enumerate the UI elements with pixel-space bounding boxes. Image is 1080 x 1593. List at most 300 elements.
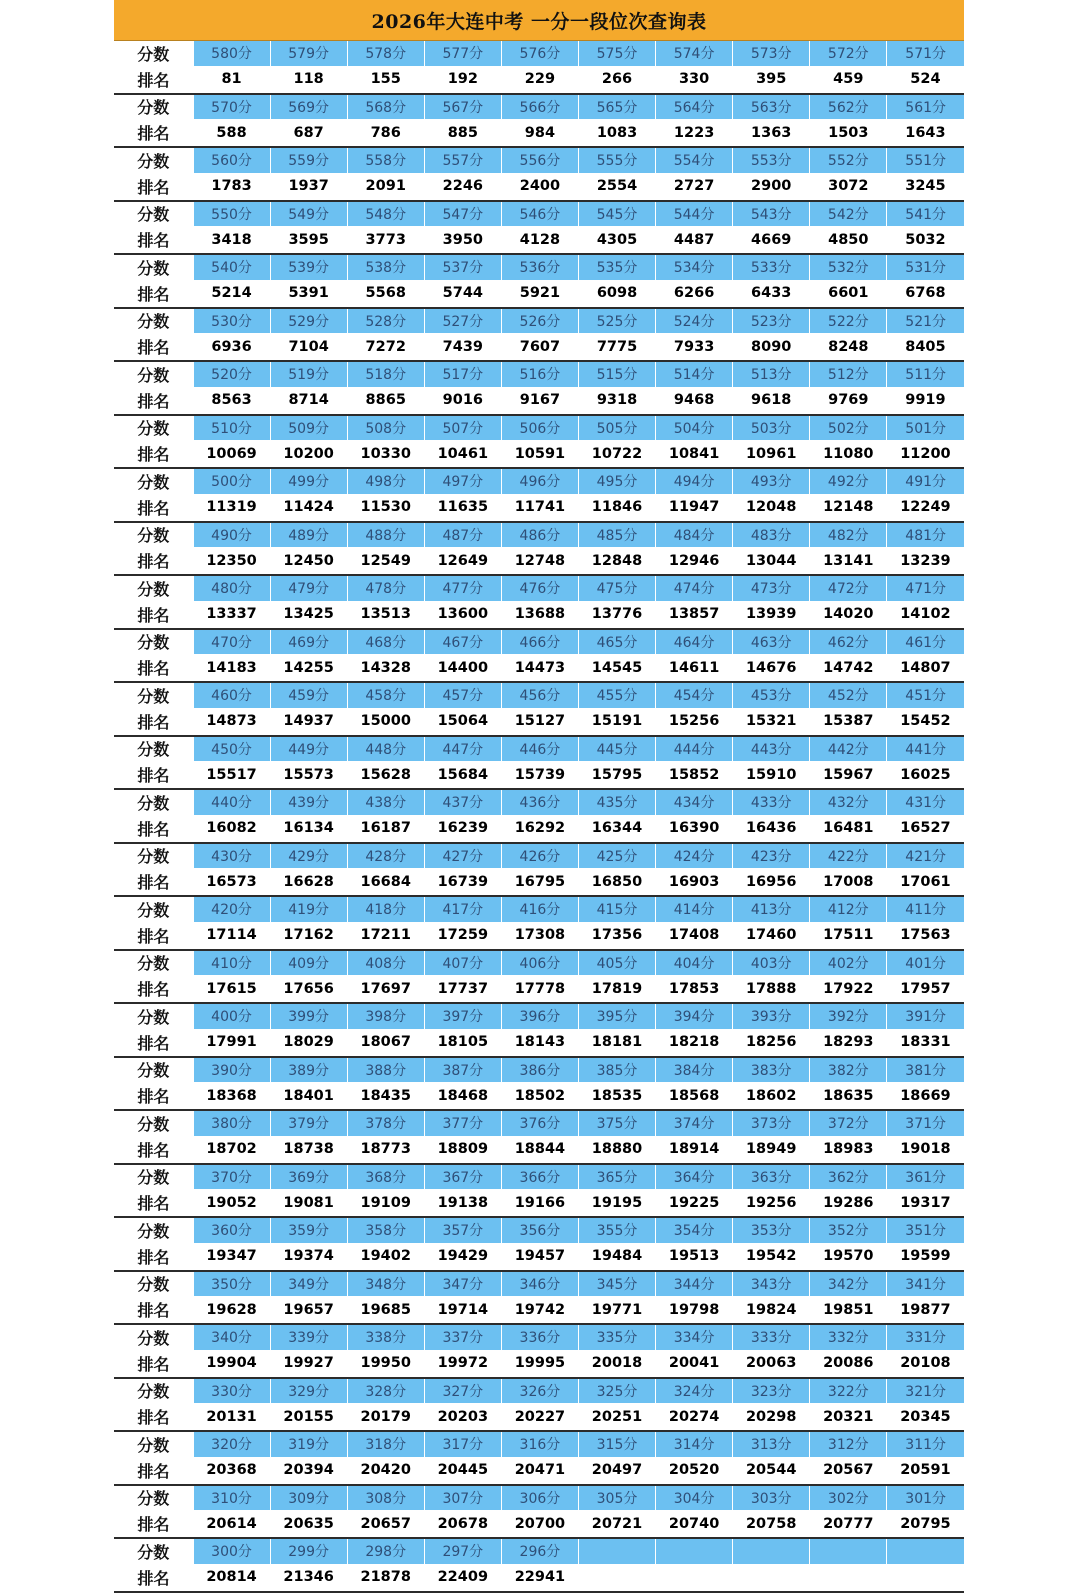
score-row — [114, 1485, 964, 1511]
rank-row — [114, 1189, 964, 1217]
score-cell: 499分 — [270, 468, 347, 494]
score-cell: 492分 — [810, 468, 887, 494]
rank-cell: 2246 — [424, 173, 501, 201]
score-cell: 545分 — [578, 201, 655, 227]
rank-cell: 16082 — [193, 815, 270, 843]
score-row-label: 分数 — [114, 1057, 193, 1083]
score-cell: 377分 — [424, 1110, 501, 1136]
score-cell: 403分 — [733, 950, 810, 976]
rank-cell: 15628 — [347, 761, 424, 789]
score-cell: 404分 — [656, 950, 733, 976]
score-row — [114, 1057, 964, 1083]
score-cell: 412分 — [810, 896, 887, 922]
score-cell: 546分 — [501, 201, 578, 227]
rank-row-label: 排名 — [114, 1189, 193, 1217]
rank-row — [114, 119, 964, 147]
rank-cell: 10461 — [424, 440, 501, 468]
rank-cell: 19081 — [270, 1189, 347, 1217]
rank-cell: 12450 — [270, 547, 347, 575]
score-cell: 491分 — [887, 468, 964, 494]
score-cell: 427分 — [424, 843, 501, 869]
score-cell: 479分 — [270, 575, 347, 601]
score-cell: 527分 — [424, 308, 501, 334]
score-row — [114, 1538, 964, 1564]
score-cell: 309分 — [270, 1485, 347, 1511]
rank-cell: 18809 — [424, 1136, 501, 1164]
rank-cell: 10841 — [656, 440, 733, 468]
score-cell: 338分 — [347, 1324, 424, 1350]
rank-cell: 3072 — [810, 173, 887, 201]
rank-cell: 8405 — [887, 333, 964, 361]
rank-cell: 17656 — [270, 975, 347, 1003]
score-cell: 325分 — [578, 1378, 655, 1404]
rank-cell: 6768 — [887, 280, 964, 308]
score-row-label: 分数 — [114, 1110, 193, 1136]
score-row — [114, 94, 964, 120]
score-cell: 472分 — [810, 575, 887, 601]
score-cell: 297分 — [424, 1538, 501, 1564]
score-cell: 298分 — [347, 1538, 424, 1564]
score-cell: 300分 — [193, 1538, 270, 1564]
rank-cell: 19972 — [424, 1350, 501, 1378]
score-cell: 579分 — [270, 41, 347, 66]
score-cell: 572分 — [810, 41, 887, 66]
rank-cell: 20298 — [733, 1403, 810, 1431]
score-cell: 304分 — [656, 1485, 733, 1511]
score-row — [114, 896, 964, 922]
score-rank-sheet — [114, 0, 964, 1593]
rank-cell: 11530 — [347, 494, 424, 522]
score-row-label: 分数 — [114, 950, 193, 976]
rank-row — [114, 1029, 964, 1057]
score-cell: 430分 — [193, 843, 270, 869]
score-cell: 559分 — [270, 147, 347, 173]
rank-cell: 19742 — [501, 1296, 578, 1324]
score-cell: 556分 — [501, 147, 578, 173]
score-cell: 562分 — [810, 94, 887, 120]
rank-cell: 524 — [887, 66, 964, 94]
rank-cell: 19628 — [193, 1296, 270, 1324]
table-body — [114, 41, 964, 1592]
score-cell: 505分 — [578, 415, 655, 441]
rank-row — [114, 1510, 964, 1538]
score-cell: 454分 — [656, 682, 733, 708]
score-cell: 518分 — [347, 361, 424, 387]
rank-cell: 18635 — [810, 1082, 887, 1110]
score-cell: 478分 — [347, 575, 424, 601]
score-row — [114, 682, 964, 708]
score-cell: 354分 — [656, 1217, 733, 1243]
rank-cell: 15517 — [193, 761, 270, 789]
score-row-label: 分数 — [114, 896, 193, 922]
rank-cell: 17460 — [733, 922, 810, 950]
score-cell: 465分 — [578, 629, 655, 655]
score-cell: 383分 — [733, 1057, 810, 1083]
rank-cell: 16795 — [501, 868, 578, 896]
score-cell: 372分 — [810, 1110, 887, 1136]
score-cell — [578, 1538, 655, 1564]
rank-row — [114, 1136, 964, 1164]
score-cell: 533分 — [733, 254, 810, 280]
rank-cell: 18535 — [578, 1082, 655, 1110]
rank-cell: 15000 — [347, 708, 424, 736]
rank-cell: 81 — [193, 66, 270, 94]
rank-cell: 3245 — [887, 173, 964, 201]
rank-cell: 16628 — [270, 868, 347, 896]
score-row — [114, 254, 964, 280]
rank-row — [114, 440, 964, 468]
rank-cell: 20321 — [810, 1403, 887, 1431]
score-row-label: 分数 — [114, 1485, 193, 1511]
score-cell: 540分 — [193, 254, 270, 280]
score-cell: 498分 — [347, 468, 424, 494]
score-cell: 326分 — [501, 1378, 578, 1404]
rank-cell: 19851 — [810, 1296, 887, 1324]
score-cell: 321分 — [887, 1378, 964, 1404]
rank-cell: 20345 — [887, 1403, 964, 1431]
rank-cell: 1223 — [656, 119, 733, 147]
score-cell: 506分 — [501, 415, 578, 441]
rank-cell: 16481 — [810, 815, 887, 843]
rank-cell: 12148 — [810, 494, 887, 522]
score-cell: 486分 — [501, 522, 578, 548]
score-cell: 353分 — [733, 1217, 810, 1243]
rank-cell: 16573 — [193, 868, 270, 896]
rank-cell: 13425 — [270, 601, 347, 629]
rank-cell: 984 — [501, 119, 578, 147]
rank-row — [114, 1082, 964, 1110]
rank-cell: 19166 — [501, 1189, 578, 1217]
rank-cell: 18669 — [887, 1082, 964, 1110]
score-cell: 387分 — [424, 1057, 501, 1083]
score-row — [114, 629, 964, 655]
rank-cell: 3950 — [424, 226, 501, 254]
score-cell: 500分 — [193, 468, 270, 494]
rank-row — [114, 922, 964, 950]
score-cell: 306分 — [501, 1485, 578, 1511]
rank-cell: 2554 — [578, 173, 655, 201]
score-cell: 296分 — [501, 1538, 578, 1564]
rank-cell: 11635 — [424, 494, 501, 522]
score-cell: 522分 — [810, 308, 887, 334]
rank-cell: 4487 — [656, 226, 733, 254]
rank-cell: 17114 — [193, 922, 270, 950]
rank-cell: 22409 — [424, 1564, 501, 1592]
score-cell: 574分 — [656, 41, 733, 66]
score-cell: 339分 — [270, 1324, 347, 1350]
score-cell: 504分 — [656, 415, 733, 441]
score-cell: 477分 — [424, 575, 501, 601]
rank-cell: 11947 — [656, 494, 733, 522]
rank-cell: 14102 — [887, 601, 964, 629]
rank-cell: 18880 — [578, 1136, 655, 1164]
score-cell: 336分 — [501, 1324, 578, 1350]
rank-cell: 8714 — [270, 387, 347, 415]
score-cell: 343分 — [733, 1271, 810, 1297]
score-cell: 553分 — [733, 147, 810, 173]
rank-cell: 12048 — [733, 494, 810, 522]
score-cell: 536分 — [501, 254, 578, 280]
score-row — [114, 843, 964, 869]
score-cell: 558分 — [347, 147, 424, 173]
score-cell: 485分 — [578, 522, 655, 548]
rank-cell: 588 — [193, 119, 270, 147]
score-row — [114, 1431, 964, 1457]
score-cell: 440分 — [193, 789, 270, 815]
score-cell: 507分 — [424, 415, 501, 441]
score-cell: 411分 — [887, 896, 964, 922]
score-cell: 305分 — [578, 1485, 655, 1511]
rank-cell: 12946 — [656, 547, 733, 575]
rank-cell: 16436 — [733, 815, 810, 843]
rank-cell: 20740 — [656, 1510, 733, 1538]
rank-cell: 20591 — [887, 1457, 964, 1485]
score-cell: 344分 — [656, 1271, 733, 1297]
score-row — [114, 1324, 964, 1350]
rank-row — [114, 975, 964, 1003]
score-cell: 513分 — [733, 361, 810, 387]
score-cell: 312分 — [810, 1431, 887, 1457]
rank-cell: 20155 — [270, 1403, 347, 1431]
rank-cell: 13337 — [193, 601, 270, 629]
rank-cell: 19570 — [810, 1243, 887, 1271]
score-cell: 470分 — [193, 629, 270, 655]
rank-cell: 1643 — [887, 119, 964, 147]
rank-cell: 20203 — [424, 1403, 501, 1431]
rank-cell: 5032 — [887, 226, 964, 254]
score-cell: 319分 — [270, 1431, 347, 1457]
rank-cell: 19402 — [347, 1243, 424, 1271]
rank-cell: 18331 — [887, 1029, 964, 1057]
score-cell: 337分 — [424, 1324, 501, 1350]
rank-cell: 20758 — [733, 1510, 810, 1538]
score-cell: 483分 — [733, 522, 810, 548]
score-cell: 456分 — [501, 682, 578, 708]
rank-cell: 19225 — [656, 1189, 733, 1217]
score-cell: 469分 — [270, 629, 347, 655]
score-cell: 439分 — [270, 789, 347, 815]
score-cell: 493分 — [733, 468, 810, 494]
score-cell: 365分 — [578, 1164, 655, 1190]
rank-cell: 17211 — [347, 922, 424, 950]
score-row-label: 分数 — [114, 736, 193, 762]
rank-cell: 10330 — [347, 440, 424, 468]
score-cell: 457分 — [424, 682, 501, 708]
score-cell: 571分 — [887, 41, 964, 66]
rank-row-label: 排名 — [114, 333, 193, 361]
score-cell: 378分 — [347, 1110, 424, 1136]
score-row — [114, 1378, 964, 1404]
score-cell: 463分 — [733, 629, 810, 655]
score-cell: 332分 — [810, 1324, 887, 1350]
score-cell: 468分 — [347, 629, 424, 655]
score-cell: 327分 — [424, 1378, 501, 1404]
rank-cell: 8090 — [733, 333, 810, 361]
score-row — [114, 147, 964, 173]
score-row — [114, 522, 964, 548]
score-cell: 371分 — [887, 1110, 964, 1136]
score-row-label: 分数 — [114, 789, 193, 815]
score-cell: 335分 — [578, 1324, 655, 1350]
score-row-label: 分数 — [114, 308, 193, 334]
score-cell: 436分 — [501, 789, 578, 815]
rank-cell: 13776 — [578, 601, 655, 629]
rank-cell: 18105 — [424, 1029, 501, 1057]
rank-cell: 19877 — [887, 1296, 964, 1324]
score-cell: 351分 — [887, 1217, 964, 1243]
rank-cell: 12549 — [347, 547, 424, 575]
rank-cell: 19995 — [501, 1350, 578, 1378]
rank-cell: 1783 — [193, 173, 270, 201]
score-row — [114, 736, 964, 762]
rank-cell: 15967 — [810, 761, 887, 789]
score-row — [114, 361, 964, 387]
rank-cell: 17162 — [270, 922, 347, 950]
score-cell: 535分 — [578, 254, 655, 280]
rank-cell: 12848 — [578, 547, 655, 575]
rank-cell: 19138 — [424, 1189, 501, 1217]
rank-cell: 18181 — [578, 1029, 655, 1057]
rank-cell: 18067 — [347, 1029, 424, 1057]
rank-row-label: 排名 — [114, 66, 193, 94]
score-cell: 342分 — [810, 1271, 887, 1297]
rank-cell: 17259 — [424, 922, 501, 950]
rank-row-label: 排名 — [114, 654, 193, 682]
score-cell: 524分 — [656, 308, 733, 334]
score-cell: 402分 — [810, 950, 887, 976]
rank-cell: 16292 — [501, 815, 578, 843]
score-cell: 441分 — [887, 736, 964, 762]
score-row-label: 分数 — [114, 1271, 193, 1297]
score-cell: 520分 — [193, 361, 270, 387]
score-cell: 409分 — [270, 950, 347, 976]
rank-cell: 11846 — [578, 494, 655, 522]
score-cell: 575分 — [578, 41, 655, 66]
rank-row-label: 排名 — [114, 440, 193, 468]
rank-cell — [810, 1564, 887, 1592]
score-cell: 350分 — [193, 1271, 270, 1297]
rank-cell: 1363 — [733, 119, 810, 147]
rank-cell: 20795 — [887, 1510, 964, 1538]
score-row-label: 分数 — [114, 682, 193, 708]
rank-row-label: 排名 — [114, 173, 193, 201]
score-cell: 375分 — [578, 1110, 655, 1136]
rank-cell: 16850 — [578, 868, 655, 896]
rank-row — [114, 1296, 964, 1324]
score-cell: 423分 — [733, 843, 810, 869]
score-cell: 488分 — [347, 522, 424, 548]
rank-cell: 11741 — [501, 494, 578, 522]
rank-cell: 18468 — [424, 1082, 501, 1110]
rank-cell: 1937 — [270, 173, 347, 201]
score-cell: 473分 — [733, 575, 810, 601]
score-cell: 471分 — [887, 575, 964, 601]
score-cell: 426分 — [501, 843, 578, 869]
rank-cell: 19374 — [270, 1243, 347, 1271]
rank-row-label: 排名 — [114, 975, 193, 1003]
rank-cell: 4128 — [501, 226, 578, 254]
score-cell: 358分 — [347, 1217, 424, 1243]
score-cell: 514分 — [656, 361, 733, 387]
rank-cell: 20227 — [501, 1403, 578, 1431]
score-cell: 429分 — [270, 843, 347, 869]
score-cell: 315分 — [578, 1431, 655, 1457]
rank-cell: 118 — [270, 66, 347, 94]
score-row-label: 分数 — [114, 843, 193, 869]
rank-cell: 19109 — [347, 1189, 424, 1217]
score-cell: 308分 — [347, 1485, 424, 1511]
score-row-label: 分数 — [114, 1324, 193, 1350]
score-cell: 539分 — [270, 254, 347, 280]
score-cell: 525分 — [578, 308, 655, 334]
rank-cell: 21346 — [270, 1564, 347, 1592]
rank-cell: 17511 — [810, 922, 887, 950]
rank-row — [114, 280, 964, 308]
score-cell: 299分 — [270, 1538, 347, 1564]
rank-cell — [578, 1564, 655, 1592]
rank-row-label: 排名 — [114, 1296, 193, 1324]
rank-cell: 19798 — [656, 1296, 733, 1324]
rank-cell: 14611 — [656, 654, 733, 682]
score-cell: 416分 — [501, 896, 578, 922]
rank-row — [114, 333, 964, 361]
score-row-label: 分数 — [114, 1003, 193, 1029]
rank-cell: 8563 — [193, 387, 270, 415]
score-cell: 445分 — [578, 736, 655, 762]
rank-cell: 12748 — [501, 547, 578, 575]
rank-cell: 12249 — [887, 494, 964, 522]
rank-cell: 9919 — [887, 387, 964, 415]
score-row — [114, 1271, 964, 1297]
rank-cell: 14873 — [193, 708, 270, 736]
rank-cell: 18435 — [347, 1082, 424, 1110]
rank-row-label: 排名 — [114, 868, 193, 896]
score-row-label: 分数 — [114, 201, 193, 227]
rank-cell: 15256 — [656, 708, 733, 736]
rank-cell: 20497 — [578, 1457, 655, 1485]
rank-row-label: 排名 — [114, 1564, 193, 1592]
score-row — [114, 1164, 964, 1190]
rank-cell: 20274 — [656, 1403, 733, 1431]
score-cell: 396分 — [501, 1003, 578, 1029]
rank-cell: 9769 — [810, 387, 887, 415]
rank-cell: 14545 — [578, 654, 655, 682]
rank-cell: 17061 — [887, 868, 964, 896]
score-cell: 331分 — [887, 1324, 964, 1350]
score-cell: 519分 — [270, 361, 347, 387]
rank-cell: 6936 — [193, 333, 270, 361]
rank-cell: 17697 — [347, 975, 424, 1003]
rank-cell: 5391 — [270, 280, 347, 308]
rank-row-label: 排名 — [114, 1029, 193, 1057]
score-cell: 508分 — [347, 415, 424, 441]
rank-row — [114, 547, 964, 575]
rank-cell: 7933 — [656, 333, 733, 361]
score-row-label: 分数 — [114, 1164, 193, 1190]
score-row-label: 分数 — [114, 575, 193, 601]
score-cell: 511分 — [887, 361, 964, 387]
rank-cell: 19513 — [656, 1243, 733, 1271]
score-cell: 569分 — [270, 94, 347, 120]
score-cell: 489分 — [270, 522, 347, 548]
score-cell: 385分 — [578, 1057, 655, 1083]
rank-cell: 15739 — [501, 761, 578, 789]
score-cell: 418分 — [347, 896, 424, 922]
rank-cell: 16239 — [424, 815, 501, 843]
rank-cell: 7104 — [270, 333, 347, 361]
rank-cell: 17888 — [733, 975, 810, 1003]
score-cell: 573分 — [733, 41, 810, 66]
